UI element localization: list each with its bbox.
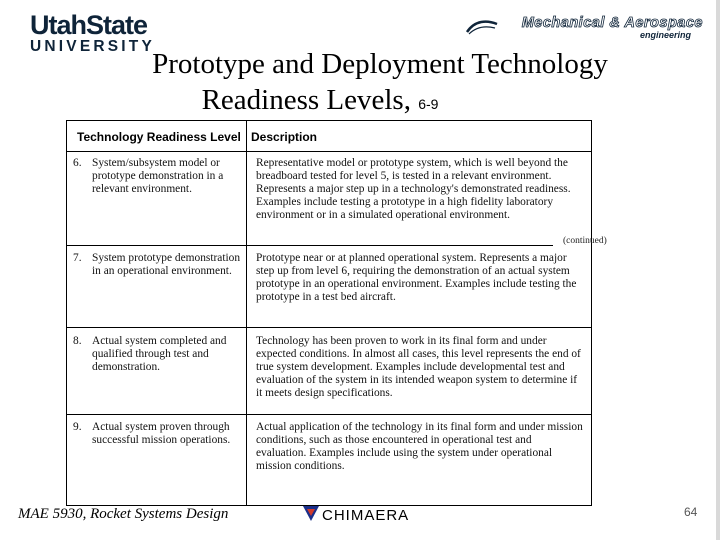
row-8-level [73, 335, 244, 374]
chimaera-logo [302, 504, 412, 526]
row-6-level-text: System/subsystem model or prototype demonstration in a relevant environment. [92, 157, 224, 195]
mae-swoosh-icon [465, 18, 499, 36]
footer-course-name: MAE 5930, Rocket Systems Design [18, 506, 229, 522]
row-8-level-text: Actual system completed and qualified through test and demonstration. [92, 335, 227, 373]
trl-table [66, 120, 592, 506]
row-7-description: Prototype near or at planned operational system. Represents a major step up from level 6, requiring the demonstration of an actual system prototype in an operational environment. Examples include testing the prototype in a test bed aircraft. [256, 252, 577, 303]
page-number: 64 [684, 505, 698, 519]
slide-title-line2-text: Readiness Levels, [201, 84, 411, 116]
slide-title-line2 [0, 82, 700, 122]
table-header-description: Description [251, 130, 318, 144]
row-divider-2 [67, 327, 591, 328]
chimaera-emblem-icon [302, 504, 320, 522]
row-9-level-text: Actual system proven through successful mission operations. [92, 421, 231, 446]
row-6-level [73, 157, 244, 196]
chimaera-logo-text: CHIMAERA [322, 507, 410, 524]
row-7-level [73, 252, 244, 278]
column-divider [246, 121, 247, 505]
row-8-description: Technology has been proven to work in its final form and under expected conditions. In almost all cases, this level represents the end of true system development. Examples include developmental test and evaluation of the system in its intended weapon system to determine if it meets design specifications. [256, 335, 581, 399]
usu-logo-bottom: UNIVERSITY [30, 38, 156, 55]
row-9-level [73, 421, 244, 447]
row-6-description: Representative model or prototype system, which is well beyond the breadboard tested for level 5, is tested in a relevant environment. Represents a major step up in a technology's demonstrated readiness. Examples include testing a prototype in a high fidelity laboratory environment or in a simulated operational environment. [256, 157, 571, 221]
row-divider-3 [67, 414, 591, 415]
table-header-level: Technology Readiness Level [77, 130, 241, 144]
row-8-number: 8. [73, 335, 82, 347]
row-divider-1 [67, 245, 553, 246]
slide-title-line1: Prototype and Deployment Technology [152, 48, 608, 80]
slide-edge-shadow [716, 0, 720, 540]
slide-title-ref: 6-9 [418, 96, 439, 112]
mae-logo [465, 15, 703, 41]
row-6-number: 6. [73, 157, 82, 169]
mae-logo-sub: engineering [639, 30, 691, 40]
header-divider [67, 151, 591, 152]
row-7-level-text: System prototype demonstration in an operational environment. [92, 252, 241, 277]
row-7-number: 7. [73, 252, 82, 264]
usu-logo-top: UtahState [30, 10, 148, 40]
continued-note: (continued) [563, 236, 607, 246]
row-9-description: Actual application of the technology in its final form and under mission conditions, such as those encountered in operational test and evaluation. Examples include using the system under operational mission conditions. [256, 421, 583, 472]
row-9-number: 9. [73, 421, 82, 433]
mae-logo-text: Mechanical & Aerospace [521, 15, 703, 31]
